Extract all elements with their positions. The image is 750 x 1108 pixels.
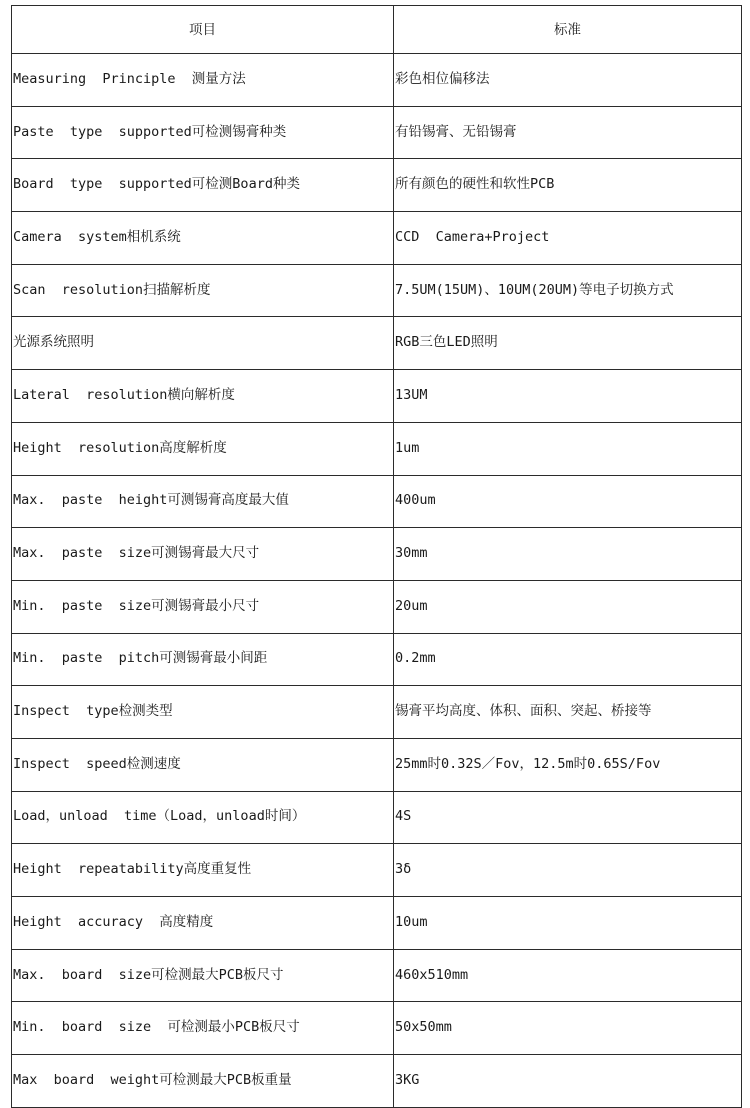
standard-cell <box>394 264 742 317</box>
item-cell <box>12 475 394 528</box>
table-row <box>12 528 742 581</box>
standard-text: 3δ <box>395 861 412 878</box>
item-text: Measuring Principle 测量方法 <box>13 70 246 87</box>
standard-text: 7.5UM(15UM)、10UM(20UM)等电子切换方式 <box>395 281 674 298</box>
item-text: Max. board size可检测最大PCB板尺寸 <box>13 966 284 983</box>
standard-cell <box>394 1055 742 1108</box>
item-text: Min. paste pitch可测锡膏最小间距 <box>13 650 268 667</box>
item-cell <box>12 370 394 423</box>
item-cell <box>12 528 394 581</box>
table-row <box>12 897 742 950</box>
item-text: Min. board size 可检测最小PCB板尺寸 <box>13 1019 300 1036</box>
standard-cell <box>394 475 742 528</box>
item-text: Camera system相机系统 <box>13 228 181 245</box>
standard-cell <box>394 212 742 265</box>
item-cell <box>12 54 394 107</box>
standard-text: 有铅锡膏、无铅锡膏 <box>395 123 517 140</box>
item-cell <box>12 791 394 844</box>
standard-text: 10um <box>395 913 428 930</box>
standard-text: 50x50mm <box>395 1019 452 1036</box>
standard-text: 25mm时0.32S／Fov，12.5m时0.65S/Fov <box>395 755 661 772</box>
standard-cell <box>394 949 742 1002</box>
item-text: Height accuracy 高度精度 <box>13 913 214 930</box>
table-row <box>12 633 742 686</box>
standard-text: 彩色相位偏移法 <box>395 70 490 87</box>
item-cell <box>12 633 394 686</box>
table-row <box>12 738 742 791</box>
table-row <box>12 159 742 212</box>
standard-cell <box>394 738 742 791</box>
item-cell <box>12 738 394 791</box>
table-row <box>12 475 742 528</box>
item-cell <box>12 897 394 950</box>
item-cell <box>12 1055 394 1108</box>
item-text: Inspect speed检测速度 <box>13 755 181 772</box>
item-cell <box>12 106 394 159</box>
standard-cell <box>394 897 742 950</box>
header-standard: 标准 <box>394 6 742 54</box>
item-text: Min. paste size可测锡膏最小尺寸 <box>13 597 260 614</box>
table-row <box>12 1002 742 1055</box>
standard-cell <box>394 1002 742 1055</box>
table-row <box>12 686 742 739</box>
standard-text: CCD Camera+Project <box>395 228 550 245</box>
standard-text: 400um <box>395 492 436 509</box>
item-text: Scan resolution扫描解析度 <box>13 281 211 298</box>
standard-cell <box>394 686 742 739</box>
standard-text: 30mm <box>395 545 428 562</box>
table-row <box>12 212 742 265</box>
standard-cell <box>394 791 742 844</box>
table-header-row <box>12 6 742 54</box>
table-row <box>12 949 742 1002</box>
item-cell <box>12 580 394 633</box>
standard-cell <box>394 54 742 107</box>
header-item: 项目 <box>12 6 394 54</box>
item-text: Paste type supported可检测锡膏种类 <box>13 123 287 140</box>
table-row <box>12 370 742 423</box>
standard-cell <box>394 106 742 159</box>
standard-text: 1um <box>395 439 420 456</box>
standard-text: 0.2mm <box>395 650 436 667</box>
item-text: Height repeatability高度重复性 <box>13 861 252 878</box>
item-cell <box>12 844 394 897</box>
item-text: Max. paste size可测锡膏最大尺寸 <box>13 545 260 562</box>
standard-cell <box>394 422 742 475</box>
table-row <box>12 844 742 897</box>
item-text: Max. paste height可测锡膏高度最大值 <box>13 492 289 509</box>
item-cell <box>12 264 394 317</box>
item-text: Max board weight可检测最大PCB板重量 <box>13 1071 292 1088</box>
item-cell <box>12 1002 394 1055</box>
table-row <box>12 1055 742 1108</box>
standard-text: 3KG <box>395 1071 420 1088</box>
table-row <box>12 791 742 844</box>
standard-cell <box>394 633 742 686</box>
table-row <box>12 106 742 159</box>
table-body <box>12 54 742 1108</box>
standard-cell <box>394 159 742 212</box>
table-row <box>12 264 742 317</box>
standard-cell <box>394 528 742 581</box>
standard-text: 13UM <box>395 386 428 403</box>
standard-cell <box>394 844 742 897</box>
standard-text: RGB三色LED照明 <box>395 334 498 351</box>
standard-text: 20um <box>395 597 428 614</box>
item-cell <box>12 686 394 739</box>
item-text: Board type supported可检测Board种类 <box>13 176 300 193</box>
item-cell <box>12 422 394 475</box>
standard-cell <box>394 370 742 423</box>
item-cell <box>12 949 394 1002</box>
item-cell <box>12 212 394 265</box>
standard-text: 锡膏平均高度、体积、面积、突起、桥接等 <box>395 703 652 720</box>
standard-cell <box>394 580 742 633</box>
spec-table <box>11 5 742 1108</box>
item-cell <box>12 317 394 370</box>
standard-text: 所有颜色的硬性和软性PCB <box>395 176 555 193</box>
item-text: Inspect type检测类型 <box>13 703 173 720</box>
item-text: Lateral resolution横向解析度 <box>13 386 235 403</box>
standard-text: 4S <box>395 808 412 825</box>
item-text: 光源系统照明 <box>13 334 94 351</box>
table-row <box>12 54 742 107</box>
item-text: Height resolution高度解析度 <box>13 439 227 456</box>
item-text: Load，unload time（Load，unload时间） <box>13 808 306 825</box>
table-row <box>12 580 742 633</box>
item-cell <box>12 159 394 212</box>
table-row <box>12 422 742 475</box>
standard-text: 460x510mm <box>395 966 469 983</box>
table-row <box>12 317 742 370</box>
standard-cell <box>394 317 742 370</box>
